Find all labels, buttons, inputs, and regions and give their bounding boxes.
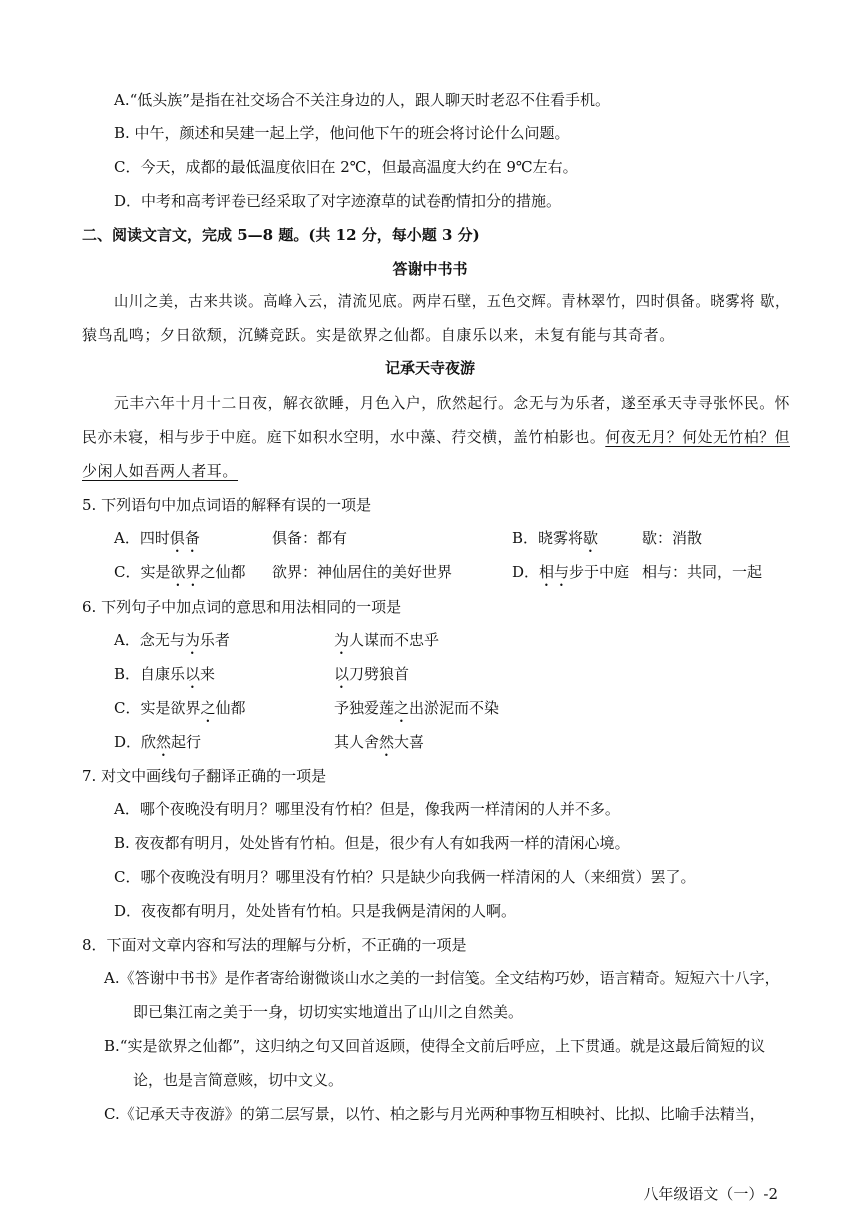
dotted-word: 以 [334,665,350,683]
q8-option-b-line-2: 论，也是言简意赅，切中文义。 [133,1071,344,1089]
q5-option-b-gloss: 歇：消散 [642,529,703,547]
dotted-word: 然 [156,733,172,751]
q7-stem: 7. 对文中画线句子翻译正确的一项是 [82,767,327,785]
q5-option-a: A．四时俱备 [114,529,200,547]
q6-option-c-left: C．实是欲界之仙都 [114,699,246,717]
dotted-word: 为 [184,631,200,649]
q4-option-b: B. 中午，颜述和吴建一起上学，他问他下午的班会将讨论什么问题。 [114,124,570,142]
text2-title: 记承天寺夜游 [384,359,475,377]
q8-stem: 8．下面对文章内容和写法的理解与分析，不正确的一项是 [82,936,467,954]
q8-option-c-line-1: C.《记承天寺夜游》的第二层写景，以竹、柏之影与月光两种事物互相映衬、比拟、比喻手法精当， [104,1105,765,1123]
q5-option-d-gloss: 相与：共同，一起 [642,563,763,581]
q6-option-a-left: A．念无与为乐者 [114,631,230,649]
dotted-word: 相与 [539,563,570,581]
q5-option-b: B．晓雾将歇 [512,529,599,547]
q7-option-b: B. 夜夜都有明月，处处皆有竹柏。但是，很少有人有如我两一样的清闲心境。 [114,834,630,852]
dotted-word: 之 [394,699,410,717]
dotted-word: 之 [200,699,216,717]
q5-option-c: C．实是欲界之仙都 [114,563,246,581]
q4-option-c: C．今天，成都的最低温度依旧在 2℃，但最高温度大约在 9℃左右。 [114,158,578,176]
q5-option-c-gloss: 欲界：神仙居住的美好世界 [272,563,453,581]
q6-option-b-left: B．自康乐以来 [114,665,216,683]
text1-line-1: 山川之美，古来共谈。高峰入云，清流见底。两岸石壁，五色交辉。青林翠竹，四时俱备。晓雾将 歇， [114,292,790,310]
q7-option-a: A．哪个夜晚没有明月？哪里没有竹柏？但是，像我两一样清闲的人并不多。 [114,800,620,818]
q8-option-a-line-2: 即已集江南之美于一身，切切实实地道出了山川之自然美。 [133,1003,524,1021]
q6-option-d-left: D．欣然起行 [114,733,202,751]
dotted-word: 然 [379,733,395,751]
q6-option-a-right: 为人谋而不忠乎 [334,631,440,649]
q7-option-c: C．哪个夜晚没有明月？哪里没有竹柏？只是缺少向我俩一样清闲的人（来细赏）罢了。 [114,868,696,886]
q6-option-b-right: 以刀劈狼首 [334,665,410,683]
text1-title: 答谢中书书 [392,260,468,278]
dotted-word: 以 [185,665,201,683]
q7-option-d: D．夜夜都有明月，处处皆有竹柏。只是我俩是清闲的人啊。 [114,902,517,920]
q8-option-b-line-1: B.“实是欲界之仙都”，这归纳之句又回首返顾，使得全文前后呼应，上下贯通。就是这最后简短的议 [104,1037,766,1055]
underlined-sentence-part-1: 何夜无月？何处无竹柏？但 [605,428,790,446]
q4-option-a: A.“低头族”是指在社交场合不关注身边的人，跟人聊天时老忍不住看手机。 [114,91,610,109]
q5-option-d: D．相与步于中庭 [512,563,630,581]
q4-option-d: D．中考和高考评卷已经采取了对字迹潦草的试卷酌情扣分的措施。 [114,192,562,210]
page-footer: 八年级语文（一）-2 [643,1185,778,1203]
text2-line-1: 元丰六年十月十二日夜，解衣欲睡，月色入户，欣然起行。念无与为乐者，遂至承天寺寻张怀民。怀 [114,394,790,412]
text2-line-3 [82,461,238,481]
section-heading: 二、阅读文言文，完成 5—8 题。(共 12 分，每小题 3 分) [82,226,480,244]
q5-stem: 5. 下列语句中加点词语的解释有误的一项是 [82,496,372,514]
dotted-word: 欲界 [170,563,201,581]
underlined-sentence-part-2: 少闲人如吾两人者耳。 [82,462,239,480]
dotted-word: 为 [334,631,350,649]
dotted-word: 歇 [583,529,599,547]
q6-stem: 6. 下列句子中加点词的意思和用法相同的一项是 [82,598,402,616]
text2-line-2 [82,427,790,447]
q5-option-a-gloss: 俱备：都有 [272,529,348,547]
q8-option-a-line-1: A.《答谢中书书》是作者寄给谢微谈山水之美的一封信笺。全文结构巧妙，语言精奇。短短六十八字， [104,969,780,987]
q6-option-c-right: 予独爱莲之出淤泥而不染 [334,699,500,717]
text2-line-2-plain: 民亦未寝，相与步于中庭。庭下如积水空明，水中藻、荇交横，盖竹柏影也。 [82,428,606,446]
text1-line-2: 猿鸟乱鸣；夕日欲颓，沉鳞竞跃。实是欲界之仙都。自康乐以来，未复有能与其奇者。 [82,326,675,344]
q6-option-d-right: 其人舍然大喜 [334,733,425,751]
dotted-word: 俱备 [169,529,200,547]
